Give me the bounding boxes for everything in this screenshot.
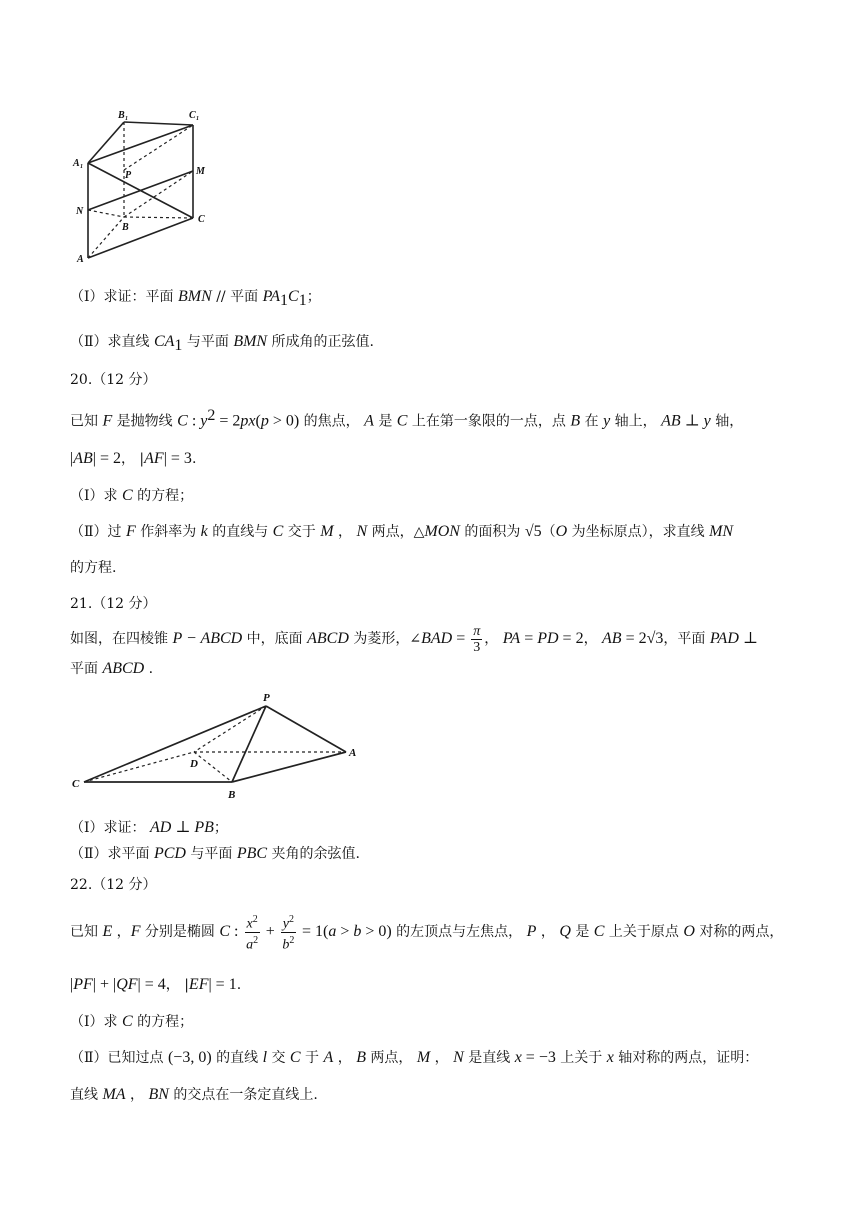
q21-stem-line1: 如图，在四棱锥 P − ABCD 中，底面 ABCD 为菱形，∠BAD = $\frac{\pi}{3}$ ， PA = PD = 2， AB = 2√3，平面 PAD ⊥ — [70, 623, 758, 655]
q20-part2: （Ⅱ）过 F 作斜率为 k 的直线与 C 交于 M ， N 两点，△MON 的面积为 √5（O 为坐标原点），求直线 MN — [70, 523, 734, 540]
label-c: C — [198, 214, 205, 225]
q19-part1: （Ⅰ）求证：平面 BMN // 平面 $PA_1C_1$； — [70, 288, 321, 309]
q22-heading: 22.（12 分） — [70, 877, 157, 893]
q22-part2-cont: 直线 MA ， BN 的交点在一条定直线上. — [70, 1086, 318, 1103]
label-b1-sub: 1 — [125, 116, 128, 122]
label-a2: A — [349, 747, 357, 759]
q22-stem-line1: 已知 E ，F 分别是椭圆 C : $\frac{x^2}{a^2}$ + $\frac{y^2}{b^2}$ = 1(a > b > 0) 的左顶点与左焦点， P ， Q 是 C 上关于原点 O 对称的两点， — [70, 914, 784, 953]
prism-figure — [70, 105, 220, 270]
q20-heading: 20.（12 分） — [70, 372, 157, 388]
q20-stem-line2: |AB| = 2， |AF| = 3. — [70, 450, 197, 467]
q22-stem-line2: |PF| + |QF| = 4， |EF| = 1. — [70, 976, 242, 993]
q22-part1: （Ⅰ）求 C 的方程； — [70, 1013, 194, 1030]
label-m: M — [196, 166, 205, 177]
q20-part1: （Ⅰ）求 C 的方程； — [70, 487, 194, 504]
label-p2: P — [263, 692, 270, 704]
q21-heading: 21.（12 分） — [70, 596, 157, 612]
label-n: N — [76, 206, 84, 217]
q20-stem-line1: 已知 F 是抛物线 C : $y^2 = 2px(p > 0)$ 的焦点， A 是 C 上在第一象限的一点，点 B 在 y 轴上， AB ⊥ y 轴， — [70, 407, 744, 430]
q21-part2: （Ⅱ）求平面 PCD 与平面 PBC 夹角的余弦值. — [70, 845, 360, 862]
label-c1-sub: 1 — [196, 116, 199, 122]
q20-part2-cont: 的方程. — [70, 560, 117, 576]
q21-part1: （Ⅰ）求证： AD ⊥ PB； — [70, 819, 228, 836]
label-p: P — [125, 170, 132, 181]
label-c1: C — [189, 110, 196, 121]
q22-part2: （Ⅱ）已知过点 (−3, 0) 的直线 l 交 C 于 A ， B 两点， M ， N 是直线 x = −3 上关于 x 轴对称的两点，证明： — [70, 1049, 759, 1066]
label-c2: C — [72, 778, 80, 790]
q19-part2: （Ⅱ）求直线 $CA_1$ 与平面 BMN 所成角的正弦值. — [70, 333, 375, 354]
label-d2: D — [190, 758, 198, 770]
label-a: A — [77, 254, 84, 265]
q21-stem-line2: 平面 ABCD . — [70, 660, 154, 677]
label-b2: B — [228, 789, 236, 801]
label-a1: A — [73, 158, 80, 169]
label-b: B — [122, 222, 129, 233]
pyramid-figure — [70, 688, 370, 803]
label-a1-sub: 1 — [80, 164, 83, 170]
label-b1: B — [118, 110, 125, 121]
